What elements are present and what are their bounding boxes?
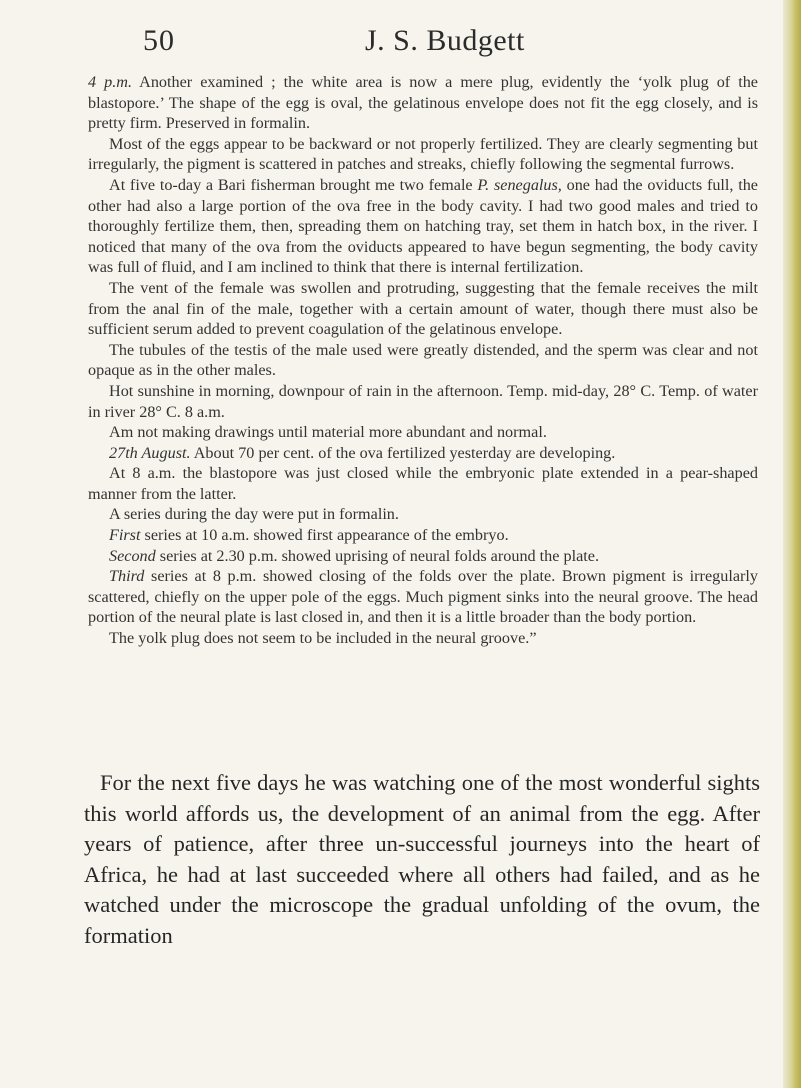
quote-paragraph: The yolk plug does not seem to be included in the neural groove.” [109, 629, 537, 648]
quote-paragraph: At five to-day a Bari fisherman brought me two female P. senegalus, one had the oviducts full, the other had also a large portion of the ova free in the body cavity. I had two good males and tried to thoroughly fertilize them, then, spreading them on hatching tray, set them in hatch box, in the river. I noticed that many of the ova from the oviducts appeared to have begun segmenting, the body cavity was full of fluid, and I am inclined to think that there is internal fertilization. [88, 175, 758, 277]
quote-paragraph: Am not making drawings until material more abundant and normal. [109, 423, 547, 442]
quote-paragraph: Most of the eggs appear to be backward or not properly fertilized. They are clearly segmenting but irregularly, the pigment is scattered in patches and streaks, chiefly following the segmental furrows. [88, 134, 758, 174]
quote-paragraph: The vent of the female was swollen and protruding, suggesting that the female receives the milt from the anal fin of the male, together with a certain amount of water, though there must also be sufficient serum added to prevent coagulation of the gelatinous envelope. [88, 278, 758, 339]
quote-paragraph: Third series at 8 p.m. showed closing of the folds over the plate. Brown pigment is irregularly scattered, chiefly on the upper pole of the eggs. Much pigment sinks into the neural groove. The head portion of the neural plate is last closed in, and then it is a little broader than the body portion. [88, 567, 758, 627]
quote-paragraph: 4 p.m. Another examined ; the white area is now a mere plug, evidently the ‘yolk plug of the blastopore.’ The shape of the egg is oval, the gelatinous envelope does not fit the egg closely, and is pretty firm. Preserved in formalin. [88, 73, 758, 133]
quote-paragraph: Hot sunshine in morning, downpour of rain in the afternoon. Temp. mid-day, 28° C. Temp. of water in river 28° C. 8 a.m. [88, 381, 758, 421]
page-header [143, 18, 663, 66]
narrative-text [84, 768, 760, 951]
narrative-paragraph: For the next five days he was watching one of the most wonderful sights this world affords us, the development of an animal from the egg. After years of patience, after three un-successful journeys into the heart of Africa, he had at last succeeded where all others had failed, and as he watched under the microscope the gradual unfolding of the ovum, the formation [84, 770, 760, 948]
quote-paragraph: A series during the day were put in formalin. [109, 505, 399, 524]
series-label: Second [109, 546, 156, 565]
quote-date: 27th August. [109, 443, 191, 462]
quote-paragraph: First series at 10 a.m. showed first appearance of the embryo. [109, 526, 509, 545]
series-label: First [109, 526, 141, 545]
page-edge [783, 0, 801, 1088]
diary-quote [88, 72, 758, 649]
quote-paragraph: Second series at 2.30 p.m. showed uprising of neural folds around the plate. [109, 546, 600, 565]
quote-paragraph: 27th August. About 70 per cent. of the ova fertilized yesterday are developing. [109, 443, 616, 462]
quote-paragraph: The tubules of the testis of the male used were greatly distended, and the sperm was clear and not opaque as in the other males. [88, 340, 758, 380]
running-head: J. S. Budgett [365, 24, 525, 57]
page-number: 50 [143, 24, 175, 57]
species-name: P. senegalus, [477, 175, 562, 194]
quote-paragraph: At 8 a.m. the blastopore was just closed while the embryonic plate extended in a pear-shaped manner from the latter. [88, 464, 758, 503]
series-label: Third [109, 567, 145, 586]
quote-time: 4 p.m. [88, 73, 132, 91]
